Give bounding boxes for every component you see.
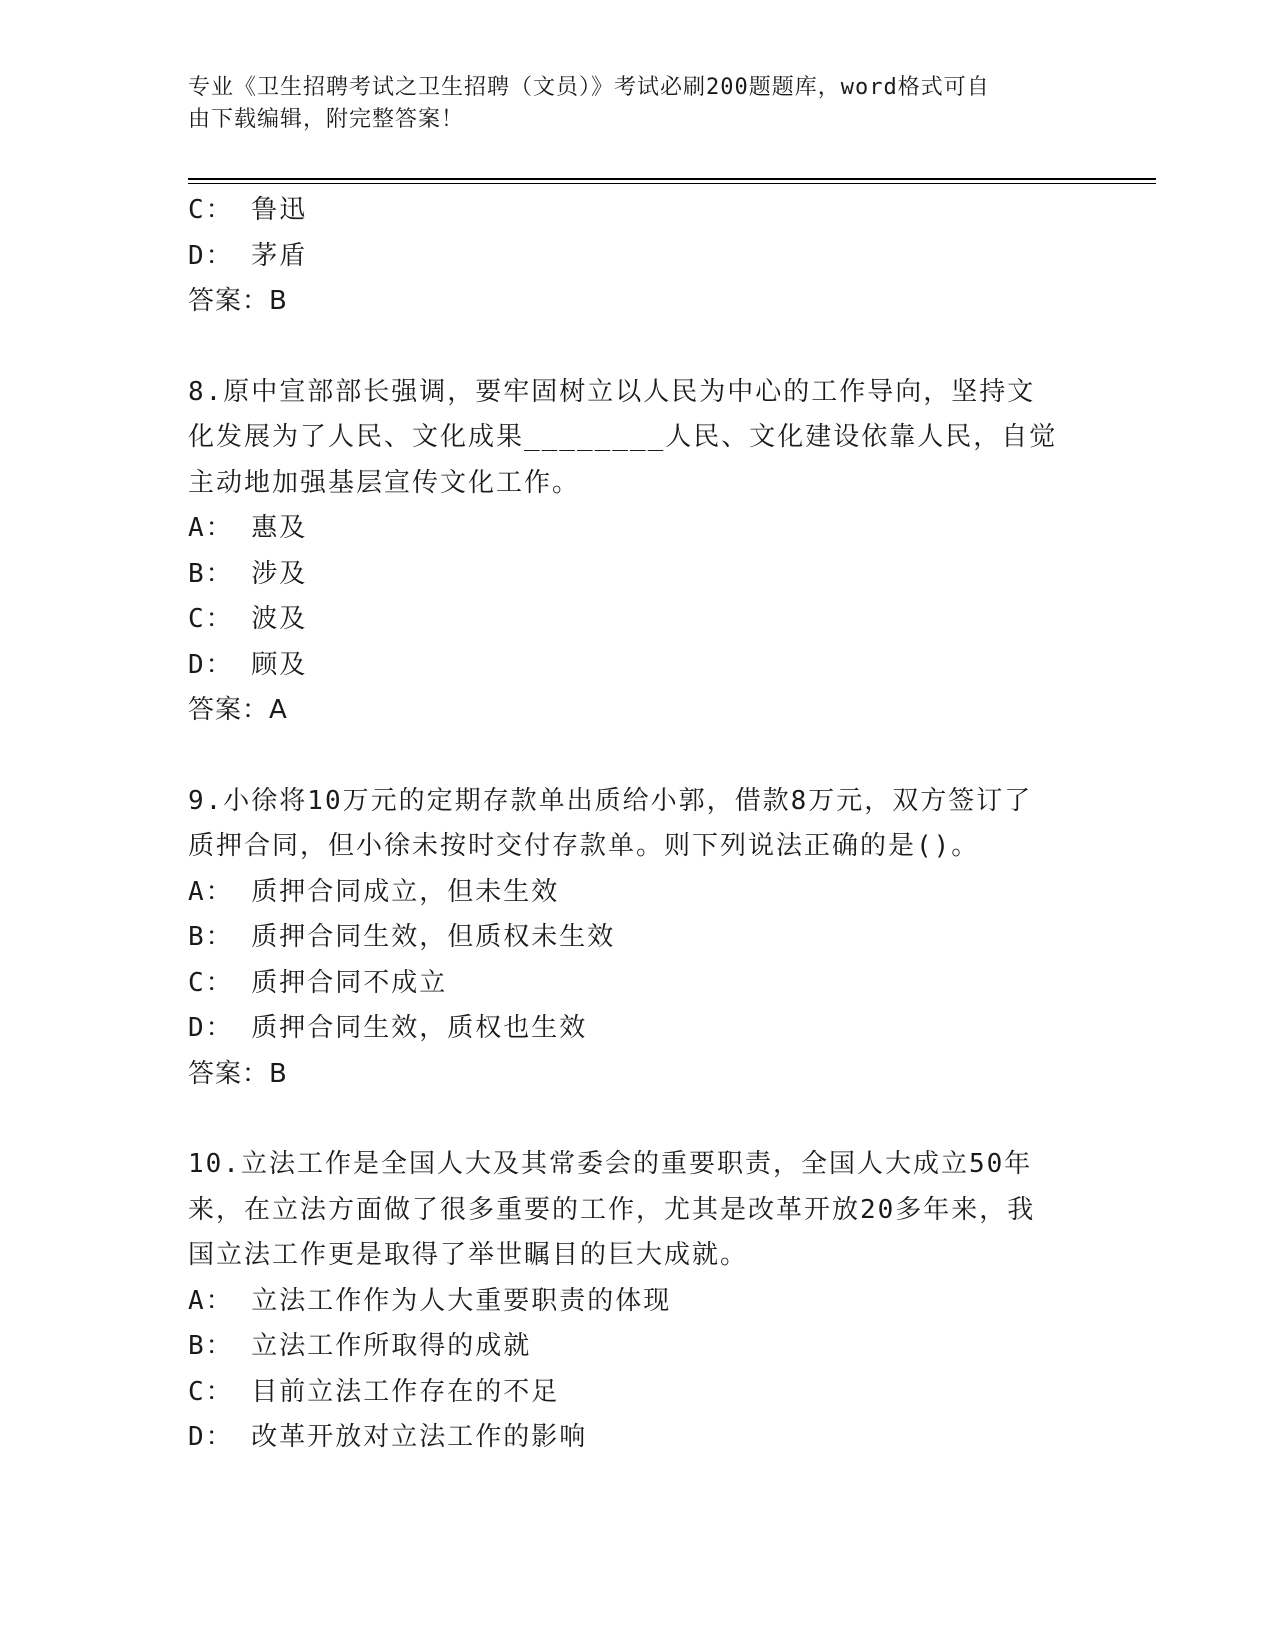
option-d: D： 改革开放对立法工作的影响 [188, 1422, 588, 1452]
question-10 [188, 1142, 1088, 1461]
header-line-1: 专业《卫生招聘考试之卫生招聘（文员）》考试必刷200题题库，word格式可自 [188, 75, 990, 100]
option-a: A： 立法工作作为人大重要职责的体现 [188, 1285, 672, 1316]
page-header [188, 72, 1068, 136]
question-9 [188, 779, 1088, 1098]
question-text-line: 来，在立法方面做了很多重要的工作，尤其是改革开放20多年来，我 [188, 1194, 1036, 1225]
option-c: C： 目前立法工作存在的不足 [188, 1376, 560, 1407]
header-line-2: 由下载编辑，附完整答案！ [188, 107, 465, 132]
question-text-line: 国立法工作更是取得了举世瞩目的巨大成就。 [188, 1240, 749, 1270]
question-content [188, 188, 1088, 1461]
option-b: B： 立法工作所取得的成就 [188, 1331, 532, 1361]
question-text-line: 主动地加强基层宣传文化工作。 [188, 467, 581, 498]
question-text-line: 9.小徐将10万元的定期存款单出质给小郭，借款8万元，双方签订了 [188, 785, 1033, 816]
option-c: C： 质押合同不成立 [188, 967, 448, 998]
question-8 [188, 370, 1088, 734]
option-b: B： 涉及 [188, 558, 308, 589]
answer: 答案：B [188, 1058, 288, 1089]
header-rule-thick [188, 178, 1156, 180]
question-text-line: 8.原中宣部部长强调，要牢固树立以人民为中心的工作导向，坚持文 [188, 376, 1036, 407]
question-text-line: 质押合同，但小徐未按时交付存款单。则下列说法正确的是()。 [188, 831, 980, 861]
option-a: A： 质押合同成立，但未生效 [188, 876, 560, 907]
header-rule-thin [188, 183, 1156, 184]
question-text-line: 化发展为了人民、文化成果________人民、文化建设依靠人民，自觉 [188, 422, 1058, 452]
option-b: B： 质押合同生效，但质权未生效 [188, 922, 616, 952]
option-c: C： 鲁迅 [188, 195, 308, 225]
option-c: C： 波及 [188, 604, 308, 634]
question-text-line: 10.立法工作是全国人大及其常委会的重要职责，全国人大成立50年 [188, 1149, 1033, 1179]
option-d: D： 顾及 [188, 649, 308, 680]
answer: 答案：B [188, 286, 288, 316]
option-a: A： 惠及 [188, 513, 308, 543]
question-7-tail [188, 188, 1088, 325]
option-d: D： 质押合同生效，质权也生效 [188, 1013, 588, 1043]
answer: 答案：A [188, 695, 288, 725]
option-d: D： 茅盾 [188, 240, 308, 271]
